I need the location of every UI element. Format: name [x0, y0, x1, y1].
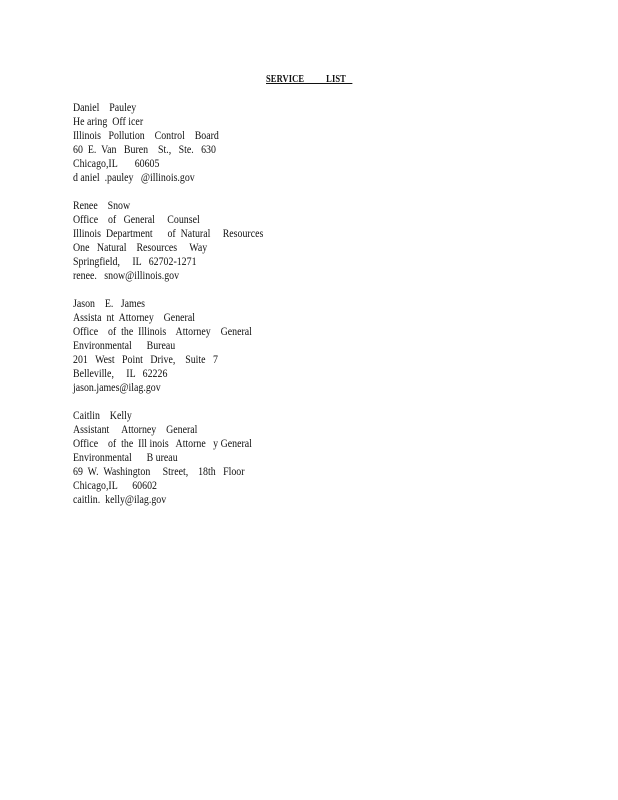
entry-name: Daniel Pauley — [73, 102, 137, 114]
entry-bureau: Environmental Bureau — [73, 340, 176, 352]
entry-bureau: Environmental B ureau — [73, 452, 178, 464]
entry-email: renee. snow@illinois.gov — [73, 270, 180, 282]
entry-office: Office of General Counsel — [73, 214, 200, 226]
entry-organization: Illinois Pollution Control Board — [73, 130, 219, 142]
entry-title: Assistant Attorney General — [73, 424, 198, 436]
entry-office: Office of the Illinois Attorney General — [73, 326, 252, 338]
entry-email: d aniel .pauley @illinois.gov — [73, 172, 195, 184]
entry-city-state-zip: Chicago,IL 60605 — [73, 158, 160, 170]
entry-title: He aring Off icer — [73, 116, 144, 128]
entry-street-address: One Natural Resources Way — [73, 242, 208, 254]
entry-street-address: 69 W. Washington Street, 18th Floor — [73, 466, 245, 478]
service-entry-kelly — [73, 409, 294, 507]
service-entry-snow — [73, 199, 294, 283]
entry-title: Assista nt Attorney General — [73, 312, 195, 324]
service-list-title: SERVICE LIST — [266, 74, 353, 85]
entry-email: caitlin. kelly@ilag.gov — [73, 494, 167, 506]
entry-city-state-zip: Chicago,IL 60602 — [73, 480, 157, 492]
entry-street-address: 60 E. Van Buren St., Ste. 630 — [73, 144, 216, 156]
entry-email: jason.james@ilag.gov — [73, 382, 161, 394]
service-entry-pauley — [73, 101, 294, 185]
entry-city-state-zip: Springfield, IL 62702-1271 — [73, 256, 197, 268]
entry-street-address: 201 West Point Drive, Suite 7 — [73, 354, 218, 366]
service-list — [73, 101, 294, 521]
entry-name: Caitlin Kelly — [73, 410, 132, 422]
entry-city-state-zip: Belleville, IL 62226 — [73, 368, 168, 380]
service-entry-james — [73, 297, 294, 395]
entry-office: Office of the Ill inois Attorne y General — [73, 438, 252, 450]
entry-name: Jason E. James — [73, 298, 145, 310]
entry-name: Renee Snow — [73, 200, 131, 212]
entry-organization: Illinois Department of Natural Resources — [73, 228, 264, 240]
